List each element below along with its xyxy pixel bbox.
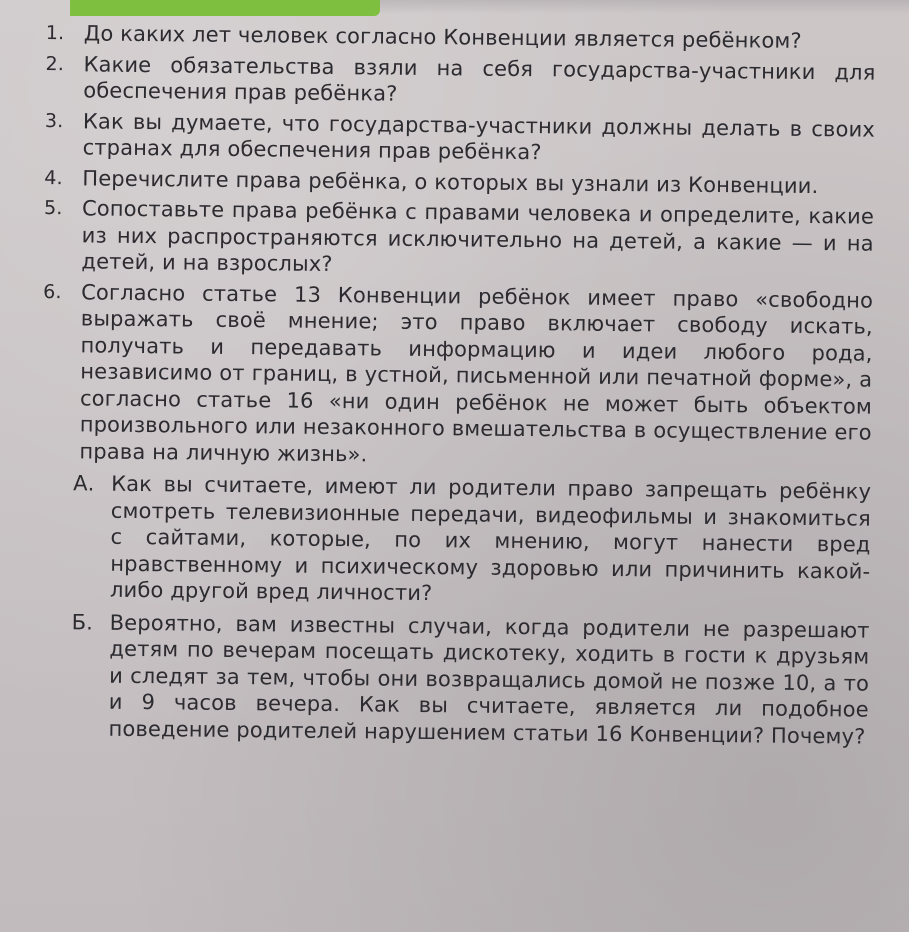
subquestion-letter: Б.	[71, 609, 94, 635]
question-number: 1.	[45, 21, 65, 45]
subquestion-text: Как вы считаете, имеют ли родители право запрещать ребёнку смотреть телевизионные передачи, видеофильмы и знакомиться с сайтами, которые, по их мнению, могут нанести вред нравственному и психическому здоровью или причинить какой-либо другой вред личности?	[109, 471, 872, 606]
question-number: 3.	[44, 109, 64, 132]
question-text: Согласно статье 13 Конвенции ребёнок имеет право «свободно выражать своё мнение; это право включает свободу искать, получать и передавать информацию и идеи любого рода, независимо от границ, в устной, письменной или печатной форме», а согласно статье 16 «ни один ребёнок не может быть объектом произвольного или незаконного вмешательства в осуществление его права на личную жизнь».	[79, 279, 874, 466]
question-text: Сопоставьте права ребёнка с правами человека и определите, какие из них распространяются исключительно на детей, а какие — и на детей, и на взрослых?	[81, 196, 875, 277]
question-1	[46, 20, 876, 55]
question-text: Как вы думаете, что государства-участники должны делать в своих странах для обеспечения прав ребёнка?	[82, 108, 876, 165]
question-5	[43, 195, 874, 283]
subquestion-letter: А.	[73, 471, 95, 496]
question-text: Перечислите права ребёнка, о которых вы узнали из Конвенции.	[82, 165, 819, 198]
question-number: 2.	[45, 52, 65, 75]
subquestion-a	[72, 470, 871, 611]
question-number: 6.	[43, 280, 62, 303]
question-4	[44, 164, 874, 199]
question-text: Какие обязательства взяли на себя государства-участники для обеспечения прав ребёнка?	[83, 51, 876, 106]
header-color-band	[70, 0, 380, 16]
subquestion-b	[70, 609, 869, 750]
question-list	[38, 20, 876, 754]
page-edge-shadow	[380, 0, 909, 14]
question-text: До каких лет человек согласно Конвенции является ребёнком?	[83, 21, 802, 53]
question-6	[41, 278, 873, 472]
subquestion-text: Вероятно, вам известны случаи, когда родители не разрешают детям по вечерам посещать дискотеку, ходить в гости к друзьям и следят за тем, чтобы они возвращались домой не позже 10, а то и 9 часов вечера. Как вы считаете, является ли подобное поведение родителей нарушением статьи 16 Конвенции? Почему?	[108, 610, 870, 749]
question-2	[45, 50, 876, 112]
question-3	[45, 107, 876, 169]
question-number: 5.	[43, 196, 63, 220]
question-number: 4.	[44, 166, 63, 189]
